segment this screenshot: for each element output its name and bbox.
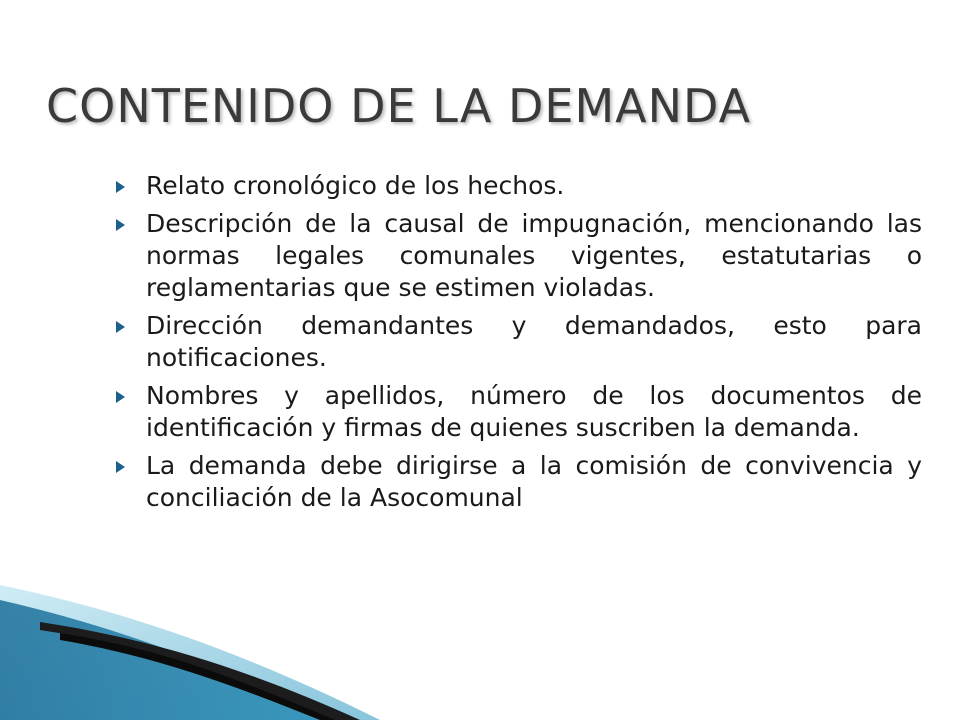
bullet-list — [112, 170, 922, 520]
bullet-text: Nombres y apellidos, número de los documentos de identificación y firmas de quienes suscriben la demanda. — [146, 381, 922, 442]
list-item — [112, 170, 922, 202]
triangle-right-icon — [116, 391, 125, 403]
triangle-right-icon — [116, 219, 125, 231]
triangle-right-icon — [116, 181, 125, 193]
slide-title: CONTENIDO DE LA DEMANDA — [46, 79, 752, 133]
bullet-text: Descripción de la causal de impugnación, mencionando las normas legales comunales vigentes, estatutarias o reglamentarias que se estimen violadas. — [146, 209, 922, 302]
swoosh-black — [60, 633, 335, 720]
list-item — [112, 208, 922, 304]
swoosh-blue — [0, 600, 330, 720]
list-item — [112, 380, 922, 444]
list-item — [112, 450, 922, 514]
triangle-right-icon — [116, 321, 125, 333]
bullet-text: Dirección demandantes y demandados, esto para notificaciones. — [146, 311, 922, 372]
triangle-right-icon — [116, 461, 125, 473]
swoosh-light — [0, 585, 380, 720]
list-item — [112, 310, 922, 374]
bullet-text: La demanda debe dirigirse a la comisión de convivencia y conciliación de la Asocomunal — [146, 451, 922, 512]
swoosh-dark — [40, 622, 360, 720]
bullet-text: Relato cronológico de los hechos. — [146, 171, 565, 200]
